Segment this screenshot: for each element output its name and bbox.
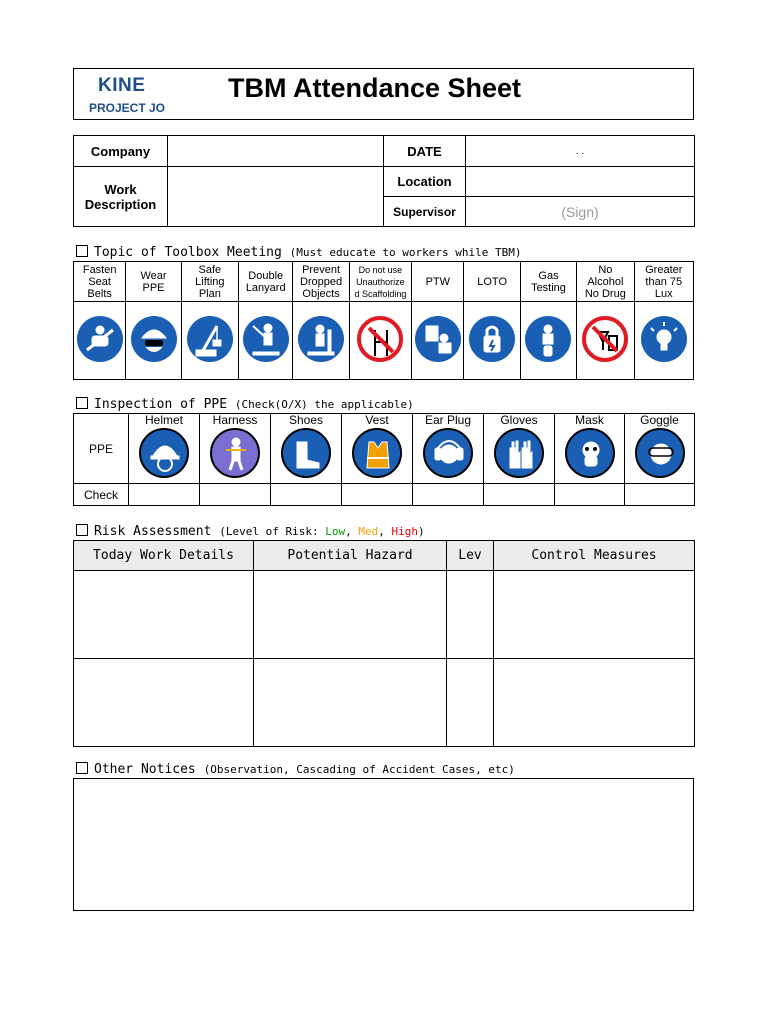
check-row-label: Check xyxy=(74,484,129,506)
check-cell[interactable] xyxy=(129,484,200,506)
topic-icon-cell xyxy=(74,302,126,380)
topic-label: Fasten Seat Belts xyxy=(74,262,126,302)
seat-belt-icon xyxy=(77,316,123,362)
lanyard-icon xyxy=(243,316,289,362)
col-control: Control Measures xyxy=(494,541,695,571)
location-field[interactable] xyxy=(466,167,695,197)
sign-placeholder: (Sign) xyxy=(561,203,599,220)
topic-label: Double Lanyard xyxy=(239,262,293,302)
no-scaffolding-icon xyxy=(357,316,403,362)
lockout-icon xyxy=(469,316,515,362)
date-label: DATE xyxy=(384,136,466,167)
info-table xyxy=(73,135,695,227)
check-cell[interactable] xyxy=(342,484,413,506)
topic-icon-cell xyxy=(126,302,181,380)
col-work-details: Today Work Details xyxy=(74,541,254,571)
topic-icon-cell xyxy=(181,302,238,380)
no-alcohol-icon xyxy=(582,316,628,362)
ppe-table xyxy=(73,413,695,506)
goggle-icon xyxy=(635,428,685,478)
company-label: Company xyxy=(74,136,168,167)
topic-icon-cell xyxy=(412,302,464,380)
work-description-field[interactable] xyxy=(168,167,384,227)
topic-icon-cell xyxy=(464,302,520,380)
work-description-label: Work Description xyxy=(74,167,168,227)
risk-high: High xyxy=(391,525,418,538)
topic-label: Wear PPE xyxy=(126,262,181,302)
mask-icon xyxy=(565,428,615,478)
ppe-checkbox[interactable] xyxy=(76,397,88,409)
topic-label: No Alcohol No Drug xyxy=(577,262,634,302)
ppe-cell xyxy=(625,414,695,484)
topic-icon-cell xyxy=(520,302,576,380)
notices-field[interactable] xyxy=(73,778,694,911)
ppe-label: Vest xyxy=(365,412,389,427)
ppe-label: Shoes xyxy=(288,412,324,427)
topics-checkbox[interactable] xyxy=(76,245,88,257)
check-cell[interactable] xyxy=(555,484,625,506)
risk-med: Med xyxy=(358,525,379,538)
date-field[interactable] xyxy=(466,136,695,167)
gas-testing-icon xyxy=(525,316,571,362)
ear-protection-icon xyxy=(423,428,473,478)
topic-label: Safe Lifting Plan xyxy=(181,262,238,302)
work-details-cell[interactable] xyxy=(74,659,254,747)
topic-label: PTW xyxy=(412,262,464,302)
topic-icon-cell xyxy=(239,302,293,380)
risk-row xyxy=(74,571,695,659)
ppe-heading: Inspection of PPE (Check(O/X) the applicable) xyxy=(76,397,414,412)
location-label: Location xyxy=(384,167,466,197)
topic-icon-cell xyxy=(634,302,693,380)
ppe-label: Helmet xyxy=(144,412,183,427)
notices-heading: Other Notices (Observation, Cascading of Accident Cases, etc) xyxy=(76,762,515,777)
ppe-cell xyxy=(271,414,342,484)
check-cell[interactable] xyxy=(413,484,484,506)
topic-label: LOTO xyxy=(464,262,520,302)
ppe-cell xyxy=(413,414,484,484)
lighting-icon xyxy=(641,316,687,362)
ppe-label: Gloves xyxy=(500,412,538,427)
level-cell[interactable] xyxy=(447,571,494,659)
level-cell[interactable] xyxy=(447,659,494,747)
topic-icon-cell xyxy=(293,302,349,380)
vest-icon xyxy=(352,428,402,478)
check-cell[interactable] xyxy=(200,484,271,506)
company-field[interactable] xyxy=(168,136,384,167)
check-cell[interactable] xyxy=(271,484,342,506)
topic-label: Prevent Dropped Objects xyxy=(293,262,349,302)
ppe-label: Goggle xyxy=(640,412,679,427)
harness-icon xyxy=(210,428,260,478)
header xyxy=(73,68,694,120)
check-cell[interactable] xyxy=(484,484,555,506)
topic-label: Do not use Unauthorize d Scaffolding xyxy=(349,262,411,302)
risk-low: Low xyxy=(325,525,346,538)
risk-table xyxy=(73,540,695,747)
control-cell[interactable] xyxy=(494,659,695,747)
permit-icon xyxy=(415,316,461,362)
ppe-row-label: PPE xyxy=(74,414,129,484)
logo-text: KINE xyxy=(98,75,146,96)
crane-icon xyxy=(187,316,233,362)
check-cell[interactable] xyxy=(625,484,695,506)
hazard-cell[interactable] xyxy=(254,571,447,659)
dropped-objects-icon xyxy=(298,316,344,362)
ppe-icon xyxy=(131,316,177,362)
supervisor-label: Supervisor xyxy=(384,197,466,227)
col-hazard: Potential Hazard xyxy=(254,541,447,571)
topic-label: Gas Testing xyxy=(520,262,576,302)
topic-icon-cell xyxy=(577,302,634,380)
topics-table xyxy=(73,261,694,380)
risk-checkbox[interactable] xyxy=(76,524,88,536)
topic-icon-cell xyxy=(349,302,411,380)
col-level: Lev xyxy=(447,541,494,571)
topic-label: Greater than 75 Lux xyxy=(634,262,693,302)
hazard-cell[interactable] xyxy=(254,659,447,747)
risk-row xyxy=(74,659,695,747)
logo-subtext: PROJECT JO xyxy=(89,101,166,115)
ppe-cell xyxy=(555,414,625,484)
risk-heading: Risk Assessment (Level of Risk: Low, Med, High) xyxy=(76,524,425,539)
supervisor-field[interactable] xyxy=(466,197,695,227)
ppe-cell xyxy=(129,414,200,484)
gloves-icon xyxy=(494,428,544,478)
date-value: . . xyxy=(575,145,585,157)
work-details-cell[interactable] xyxy=(74,571,254,659)
notices-checkbox[interactable] xyxy=(76,762,88,774)
ppe-cell xyxy=(200,414,271,484)
ppe-label: Ear Plug xyxy=(424,412,472,427)
ppe-cell xyxy=(342,414,413,484)
boots-icon xyxy=(281,428,331,478)
helmet-icon xyxy=(139,428,189,478)
topics-heading: Topic of Toolbox Meeting (Must educate to workers while TBM) xyxy=(76,245,521,260)
ppe-label: Mask xyxy=(575,412,604,427)
ppe-cell xyxy=(484,414,555,484)
control-cell[interactable] xyxy=(494,571,695,659)
ppe-label: Harness xyxy=(212,412,258,427)
page-title: TBM Attendance Sheet xyxy=(228,73,522,103)
